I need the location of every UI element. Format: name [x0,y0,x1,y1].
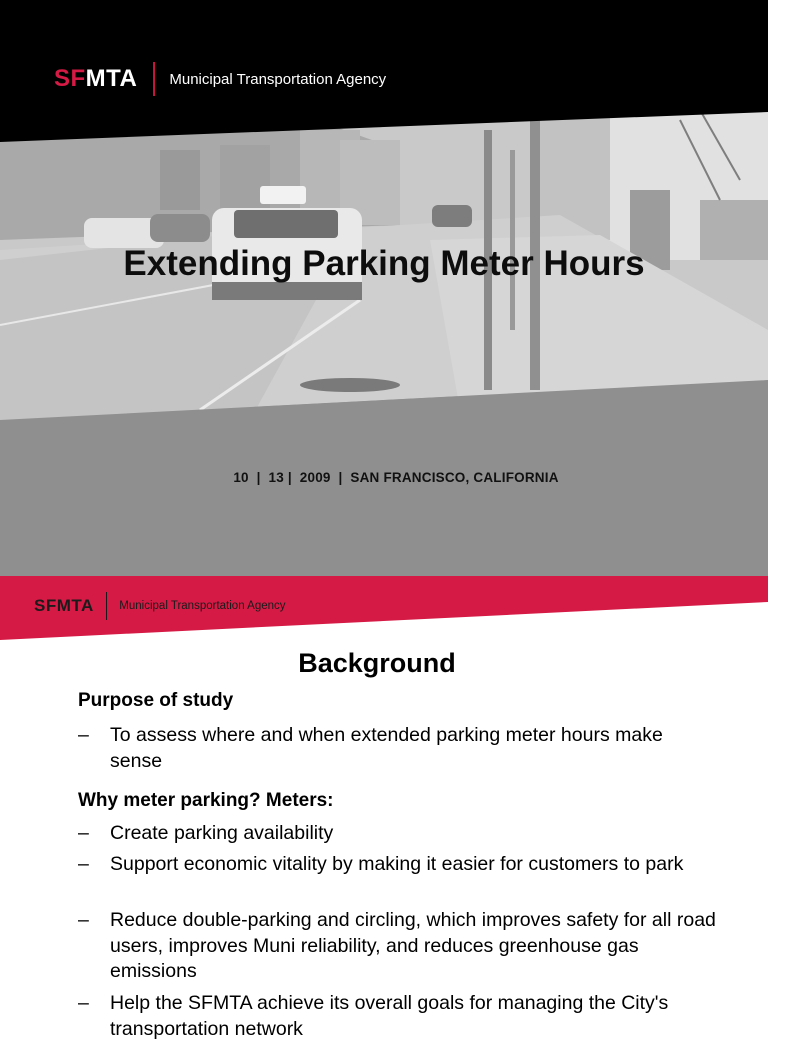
list-item [78,723,718,774]
logo-mta-text: MTA [56,596,94,615]
date-location: 10 | 13 | 2009 | SAN FRANCISCO, CALIFORNIA [233,470,559,485]
bullet-marker: – [78,853,89,875]
bullet-text: To assess where and when extended parking meter hours make sense [110,724,663,772]
bullet-text: Reduce double-parking and circling, which improves safety for all road users, improves Muni reliability, and reduces greenhouse gas emissions [110,909,716,982]
section-heading: Why meter parking? Meters: [78,790,334,811]
background-slide [0,576,768,1040]
sfmta-logo [34,592,286,620]
logo-divider [153,62,155,96]
bullet-text: Help the SFMTA achieve its overall goals for managing the City's transportation network [110,992,669,1040]
bullet-text: Support economic vitality by making it easier for customers to park [110,853,684,875]
logo-mta-text: MTA [85,65,138,92]
bullet-marker: – [78,724,89,746]
list-item [78,991,718,1042]
agency-name: Municipal Transportation Agency [119,600,286,612]
list-item [78,852,718,878]
section-heading: Purpose of study [78,690,234,711]
bullet-marker: – [78,992,89,1014]
agency-name: Municipal Transportation Agency [169,70,387,88]
logo-sf-text: SF [54,65,86,92]
sfmta-logo [54,60,386,98]
slide-title: Background [298,648,456,678]
logo-divider [106,592,108,620]
bullet-text: Create parking availability [110,822,334,844]
logo-sf-text: SF [34,596,57,615]
bullet-marker: – [78,909,89,931]
list-item [78,821,718,847]
slide-title: Extending Parking Meter Hours [123,244,645,283]
bullet-marker: – [78,822,89,844]
list-item [78,908,718,985]
